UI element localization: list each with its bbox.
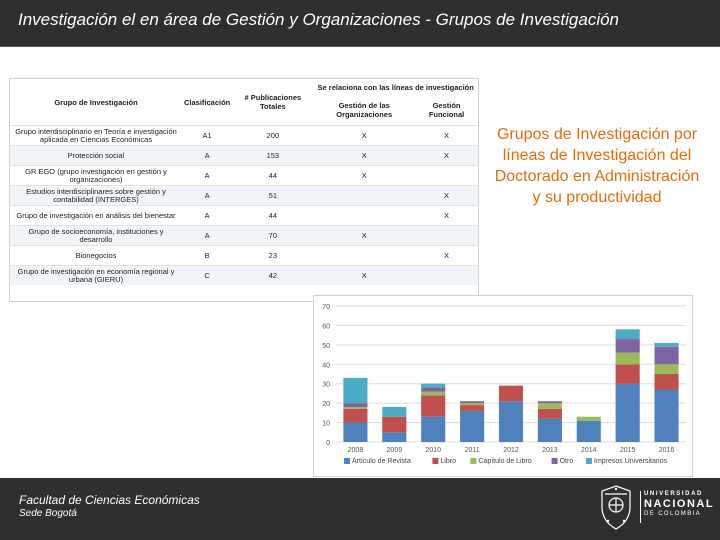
legend-label: Libro — [440, 458, 456, 465]
cell-group-name: Protección social — [10, 146, 182, 166]
y-tick-label: 40 — [322, 362, 330, 370]
bar-segment — [499, 401, 523, 442]
bar-segment — [616, 329, 640, 339]
bar-segment — [616, 339, 640, 353]
cell-publications: 200 — [232, 126, 313, 146]
cell-group-name: GR EGO (grupo investigación en gestión y organizaciones) — [10, 166, 182, 186]
table-row — [10, 246, 478, 266]
table-row — [10, 126, 478, 146]
bar-segment — [421, 388, 445, 392]
col-header-group: Grupo de Investigación — [10, 79, 182, 126]
cell-functional-management: X — [415, 126, 478, 146]
y-tick-label: 70 — [322, 304, 330, 311]
bar-segment — [577, 417, 601, 421]
col-header-functional-management: Gestión Funcional — [415, 95, 478, 125]
cell-group-name: Estudios interdisciplinares sobre gestión y contabilidad (INTERGES) — [10, 186, 182, 206]
bar-segment — [577, 421, 601, 442]
cell-classification: A — [182, 166, 232, 186]
bar-segment — [460, 401, 484, 403]
y-tick-label: 50 — [322, 342, 330, 350]
y-tick-label: 30 — [322, 381, 330, 389]
col-header-publications: # Publicaciones Totales — [232, 79, 313, 126]
bar-segment — [382, 432, 406, 442]
cell-org-management: X — [313, 266, 415, 286]
table-row — [10, 186, 478, 206]
cell-publications: 44 — [232, 206, 313, 226]
legend-swatch — [344, 458, 350, 464]
chart-caption: Grupos de Investigación por líneas de Investigación del Doctorado en Administración y su productividad — [494, 126, 700, 206]
x-tick-label: 2012 — [503, 447, 519, 454]
bar-segment — [343, 378, 367, 403]
bar-segment — [421, 391, 445, 395]
bar-segment — [460, 405, 484, 411]
legend-swatch — [586, 458, 592, 464]
cell-publications: 51 — [232, 186, 313, 206]
cell-functional-management: X — [415, 146, 478, 166]
cell-org-management: X — [313, 226, 415, 246]
cell-org-management: X — [313, 166, 415, 186]
legend-label: Artículo de Revista — [352, 458, 411, 465]
university-logo — [644, 491, 714, 517]
cell-classification: A — [182, 206, 232, 226]
x-tick-label: 2010 — [425, 447, 442, 454]
x-tick-label: 2008 — [347, 447, 364, 454]
bar-segment — [343, 423, 367, 442]
bar-segment — [616, 364, 640, 383]
cell-classification: A — [182, 146, 232, 166]
cell-publications: 23 — [232, 246, 313, 266]
col-header-org-management: Gestión de las Organizaciones — [313, 95, 415, 125]
y-tick-label: 0 — [326, 440, 330, 447]
cell-org-management: X — [313, 126, 415, 146]
cell-group-name: Grupo de socioeconomía, instituciones y desarrollo — [10, 226, 182, 246]
x-tick-label: 2014 — [580, 447, 597, 454]
x-tick-label: 2011 — [464, 447, 480, 454]
cell-functional-management — [415, 266, 478, 286]
legend-label: Capítulo de Libro — [478, 458, 532, 465]
table-row — [10, 266, 478, 286]
research-groups-table — [10, 79, 478, 285]
table-row — [10, 206, 478, 226]
table-row — [10, 226, 478, 246]
logo-line-colombia: DE COLOMBIA — [644, 511, 702, 517]
bar-segment — [655, 374, 679, 390]
x-tick-label: 2016 — [658, 447, 675, 454]
research-groups-table-image — [9, 78, 479, 302]
x-tick-label: 2009 — [386, 447, 403, 454]
bar-segment — [343, 403, 367, 407]
bar-segment — [499, 386, 523, 402]
cell-org-management: X — [313, 146, 415, 166]
campus-name: Sede Bogotá — [19, 508, 77, 519]
legend-swatch — [432, 458, 438, 464]
cell-functional-management — [415, 166, 478, 186]
col-header-relation: Se relaciona con las líneas de investigación — [313, 79, 478, 95]
cell-publications: 44 — [232, 166, 313, 186]
x-tick-label: 2015 — [619, 447, 636, 454]
cell-publications: 70 — [232, 226, 313, 246]
legend-label: Otro — [559, 458, 574, 465]
y-tick-label: 20 — [322, 401, 330, 409]
table-body — [10, 126, 478, 286]
cell-group-name: Bionegocios — [10, 246, 182, 266]
cell-classification: C — [182, 266, 232, 286]
legend-swatch — [470, 458, 476, 464]
cell-functional-management: X — [415, 246, 478, 266]
col-header-classification: Clasificación — [182, 79, 232, 126]
title-bar — [0, 0, 720, 47]
cell-group-name: Grupo de investigación en análisis del bienestar — [10, 206, 182, 226]
cell-classification: B — [182, 246, 232, 266]
cell-functional-management: X — [415, 206, 478, 226]
cell-org-management — [313, 206, 415, 226]
legend-label: Impresos Universitarios — [594, 458, 668, 465]
logo-line-nacional: NACIONAL — [644, 498, 715, 510]
bar-segment — [460, 411, 484, 442]
faculty-name: Facultad de Ciencias Económicas — [19, 493, 200, 507]
cell-group-name: Grupo interdisciplinario en Teoría e investigación aplicada en Ciencias Económicas — [10, 126, 182, 146]
bar-segment — [343, 407, 367, 409]
cell-publications: 42 — [232, 266, 313, 286]
university-shield-icon — [596, 483, 636, 533]
bar-segment — [421, 395, 445, 416]
cell-org-management — [313, 246, 415, 266]
legend-swatch — [552, 458, 558, 464]
bar-segment — [382, 407, 406, 417]
publications-chart — [313, 295, 693, 477]
table-row — [10, 146, 478, 166]
cell-classification: A — [182, 186, 232, 206]
cell-group-name: Grupo de investigación en economía regional y urbana (GIERU) — [10, 266, 182, 286]
cell-publications: 153 — [232, 146, 313, 166]
cell-classification: A — [182, 226, 232, 246]
logo-line-universidad: UNIVERSIDAD — [644, 491, 703, 497]
cell-functional-management: X — [415, 186, 478, 206]
publications-chart-svg — [314, 296, 692, 476]
bar-segment — [538, 401, 562, 403]
bar-segment — [421, 384, 445, 388]
bar-segment — [655, 347, 679, 364]
x-tick-label: 2013 — [542, 447, 558, 454]
y-tick-label: 10 — [322, 420, 330, 428]
bar-segment — [460, 403, 484, 405]
bar-segment — [655, 364, 679, 374]
bar-segment — [616, 353, 640, 365]
bar-segment — [538, 403, 562, 409]
bar-segment — [655, 343, 679, 347]
page-title: Investigación el en área de Gestión y Organizaciones - Grupos de Investigación — [18, 10, 620, 29]
logo-separator — [640, 491, 641, 523]
bar-segment — [538, 419, 562, 442]
table-row — [10, 166, 478, 186]
y-tick-label: 60 — [322, 323, 330, 331]
bar-segment — [421, 417, 445, 442]
cell-functional-management — [415, 226, 478, 246]
bar-segment — [616, 384, 640, 442]
bar-segment — [382, 417, 406, 433]
cell-org-management — [313, 186, 415, 206]
bar-segment — [538, 409, 562, 419]
bar-segment — [343, 409, 367, 423]
cell-classification: A1 — [182, 126, 232, 146]
bar-segment — [655, 390, 679, 442]
